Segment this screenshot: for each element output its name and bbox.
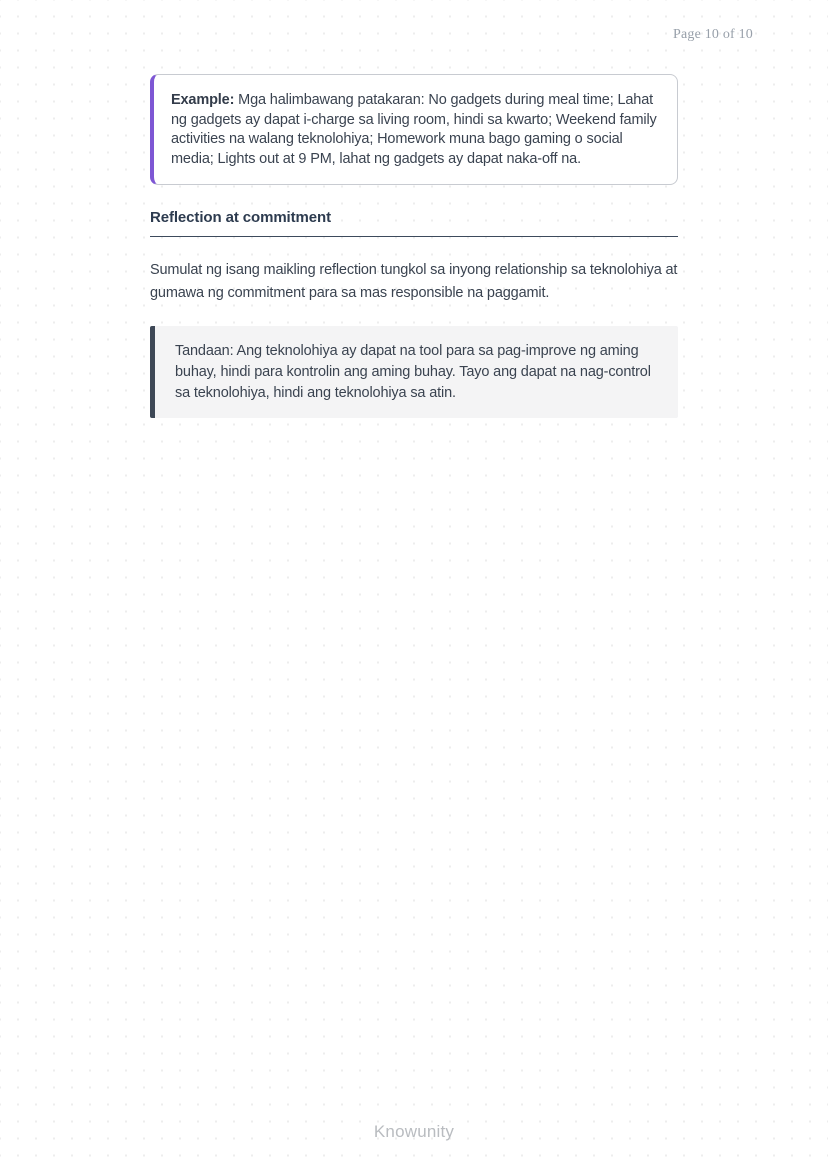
footer-brand: Knowunity xyxy=(373,1122,455,1141)
note-callout xyxy=(150,326,678,418)
content-column xyxy=(150,0,678,418)
note-text: Tandaan: Ang teknolohiya ay dapat na tool para sa pag-improve ng aming buhay, hindi para kontrolin ang aming buhay. Tayo ang dapat na nag-control sa teknolohiya, hindi ang teknolohiya sa atin. xyxy=(175,343,651,401)
example-text: Mga halimbawang patakaran: No gadgets during meal time; Lahat ng gadgets ay dapat i-charge sa living room, hindi sa kwarto; Weekend family activities na walang teknolohiya; Homework muna bago gaming o social media; Lights out at 9 PM, lahat ng gadgets ay dapat naka-off na. xyxy=(171,92,657,167)
section-heading: Reflection at commitment xyxy=(150,209,678,237)
body-paragraph: Sumulat ng isang maikling reflection tungkol sa inyong relationship sa teknolohiya at gumawa ng commitment para sa mas responsible na paggamit. xyxy=(150,262,678,301)
example-label: Example: xyxy=(171,92,235,108)
example-callout xyxy=(150,74,678,185)
page-indicator: Page 10 of 10 xyxy=(673,27,753,42)
